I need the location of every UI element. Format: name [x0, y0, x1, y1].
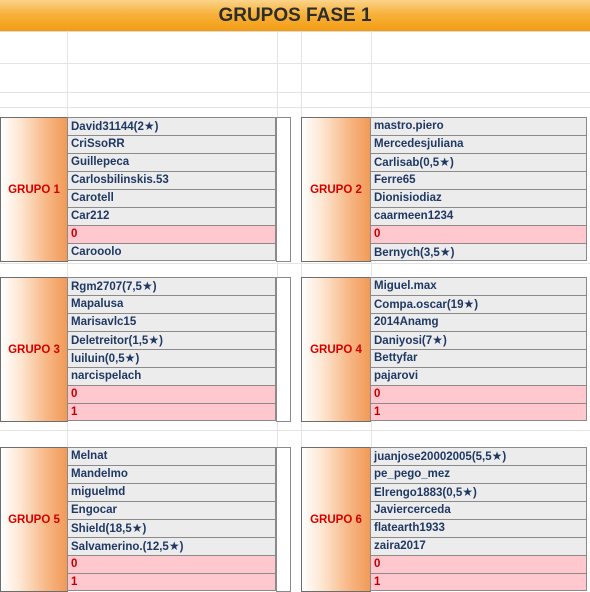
player-cell[interactable]: [67, 277, 276, 295]
player-score-tail: ): [179, 541, 184, 553]
player-cell[interactable]: [370, 367, 587, 385]
player-cell[interactable]: [67, 207, 276, 225]
player-name: Car212: [71, 210, 110, 222]
player-name: Miguel.max: [374, 280, 437, 292]
player-name: Carlosbilinskis.53: [71, 174, 169, 186]
player-name: 1: [71, 406, 78, 418]
star-icon: ★: [439, 155, 450, 169]
player-cell[interactable]: [67, 117, 276, 135]
player-cell[interactable]: [67, 447, 276, 465]
player-score-tail: ): [474, 299, 479, 311]
player-name: 1: [374, 576, 381, 588]
player-list: [67, 277, 276, 421]
player-name: Guillepeca: [71, 156, 130, 168]
player-name: Bernych(3,5: [374, 247, 440, 259]
group-label: GRUPO 5: [0, 447, 68, 592]
player-name: juanjose20002005(5,5: [374, 451, 492, 463]
star-icon: ★: [491, 449, 503, 463]
player-cell[interactable]: [67, 403, 276, 421]
player-cell[interactable]: [67, 313, 276, 331]
player-cell[interactable]: [370, 171, 587, 189]
player-cell[interactable]: [67, 331, 276, 349]
player-cell[interactable]: [67, 573, 276, 591]
player-list: [370, 117, 587, 261]
player-name: Engocar: [71, 504, 118, 516]
group-block-2: [301, 117, 588, 262]
player-cell[interactable]: [370, 537, 587, 555]
player-name: Melnat: [71, 450, 108, 462]
empty-column-cell[interactable]: [276, 447, 291, 592]
player-name: Deletreitor(1,5: [71, 335, 149, 347]
grid-hline: [0, 430, 590, 431]
player-cell[interactable]: [370, 483, 587, 501]
player-name: 0: [71, 388, 78, 400]
player-score-tail: ): [154, 121, 159, 133]
player-score-tail: ): [442, 335, 447, 347]
player-score-tail: ): [502, 451, 507, 463]
player-cell[interactable]: [67, 385, 276, 403]
player-name: Javiercerceda: [374, 504, 451, 516]
player-score-tail: ): [450, 247, 455, 259]
player-list: [67, 447, 276, 591]
player-score-tail: ): [449, 157, 454, 169]
sheet-title-banner: [0, 0, 590, 32]
player-cell[interactable]: [370, 573, 587, 591]
player-list: [370, 277, 587, 421]
player-name: Mapalusa: [71, 298, 124, 310]
player-score-tail: ): [472, 487, 477, 499]
player-name: Shield(18,5: [71, 523, 132, 535]
player-name: luiluin(0,5: [71, 353, 125, 365]
player-name: 0: [374, 388, 381, 400]
player-name: pe_pego_mez: [374, 468, 451, 480]
player-cell[interactable]: [370, 135, 587, 153]
player-name: Carooolo: [71, 246, 122, 258]
player-name: narcispelach: [71, 370, 142, 382]
player-score-tail: ): [142, 523, 147, 535]
star-icon: ★: [143, 119, 155, 133]
player-list: [370, 447, 587, 591]
player-cell[interactable]: [370, 295, 587, 313]
group-label: GRUPO 1: [0, 117, 68, 262]
player-name: Daniyosi(7: [374, 335, 433, 347]
player-name: 0: [71, 228, 78, 240]
player-name: Salvamerino.(12,5: [71, 541, 169, 553]
player-name: miguelmd: [71, 486, 126, 498]
player-cell[interactable]: [67, 465, 276, 483]
player-name: zaira2017: [374, 540, 426, 552]
grid-hline: [0, 107, 590, 108]
grid-hline: [0, 63, 590, 64]
player-name: Mercedesjuliana: [374, 138, 464, 150]
player-cell[interactable]: [67, 153, 276, 171]
player-cell[interactable]: [370, 465, 587, 483]
player-cell[interactable]: [370, 153, 587, 171]
player-cell[interactable]: [67, 189, 276, 207]
player-cell[interactable]: [370, 277, 587, 295]
player-cell[interactable]: [370, 331, 587, 349]
group-block-3: [0, 277, 292, 422]
player-cell[interactable]: [67, 537, 276, 555]
empty-column-cell[interactable]: [276, 277, 291, 422]
player-cell[interactable]: [67, 171, 276, 189]
player-name: CriSsoRR: [71, 138, 125, 150]
player-cell[interactable]: [370, 447, 587, 465]
group-block-6: [301, 447, 588, 592]
player-cell[interactable]: [370, 313, 587, 331]
player-cell[interactable]: [67, 295, 276, 313]
player-cell[interactable]: [67, 349, 276, 367]
player-cell[interactable]: [370, 207, 587, 225]
player-cell[interactable]: [67, 367, 276, 385]
star-icon: ★: [168, 539, 180, 553]
player-cell[interactable]: [370, 189, 587, 207]
star-icon: ★: [463, 297, 475, 311]
star-icon: ★: [462, 485, 473, 499]
player-cell[interactable]: [370, 385, 587, 403]
player-cell[interactable]: [370, 243, 587, 261]
player-cell[interactable]: [370, 519, 587, 537]
player-name: Mandelmo: [71, 468, 128, 480]
star-icon: ★: [124, 351, 136, 365]
player-name: Rgm2707(7,5: [71, 281, 142, 293]
player-cell[interactable]: [67, 483, 276, 501]
empty-column-cell[interactable]: [276, 117, 291, 262]
player-cell[interactable]: [370, 225, 587, 243]
group-block-5: [0, 447, 292, 592]
player-name: 0: [71, 558, 78, 570]
player-name: Carotell: [71, 192, 114, 204]
player-name: David31144(2: [71, 121, 144, 133]
player-name: Elrengo1883(0,5: [374, 487, 463, 499]
player-name: Compa.oscar(19: [374, 299, 464, 311]
player-score-tail: ): [135, 353, 140, 365]
grid-hline: [0, 263, 590, 264]
star-icon: ★: [131, 521, 143, 535]
player-cell[interactable]: [370, 403, 587, 421]
player-cell[interactable]: [67, 519, 276, 537]
player-cell[interactable]: [67, 225, 276, 243]
player-name: 0: [374, 558, 381, 570]
player-name: 0: [374, 228, 381, 240]
sheet-title: GRUPOS FASE 1: [218, 4, 372, 26]
group-label: GRUPO 3: [0, 277, 68, 422]
group-block-4: [301, 277, 588, 422]
player-cell[interactable]: [370, 555, 587, 573]
player-name: 1: [71, 576, 78, 588]
star-icon: ★: [439, 245, 451, 259]
star-icon: ★: [141, 279, 153, 293]
star-icon: ★: [148, 333, 160, 347]
player-name: flatearth1933: [374, 522, 445, 534]
player-name: Dionisiodiaz: [374, 192, 442, 204]
player-cell[interactable]: [370, 501, 587, 519]
player-list: [67, 117, 276, 261]
player-cell[interactable]: [67, 555, 276, 573]
player-name: Marisavlc15: [71, 316, 137, 328]
player-cell[interactable]: [370, 117, 587, 135]
player-name: caarmeen1234: [374, 210, 454, 222]
player-name: Bettyfar: [374, 352, 418, 364]
player-name: Ferre65: [374, 174, 416, 186]
player-cell[interactable]: [67, 243, 276, 261]
player-cell[interactable]: [370, 349, 587, 367]
group-block-1: [0, 117, 292, 262]
group-label: GRUPO 4: [301, 277, 371, 422]
player-score-tail: ): [159, 335, 163, 347]
player-name: 1: [374, 406, 381, 418]
player-cell[interactable]: [67, 135, 276, 153]
player-name: pajarovi: [374, 370, 419, 382]
player-score-tail: ): [152, 281, 157, 293]
player-name: mastro.piero: [374, 120, 444, 132]
player-cell[interactable]: [67, 501, 276, 519]
star-icon: ★: [432, 333, 443, 347]
group-label: GRUPO 2: [301, 117, 371, 262]
grid-hline: [0, 92, 590, 93]
player-name: Carlisab(0,5: [374, 157, 440, 169]
player-name: 2014Anamg: [374, 316, 439, 328]
group-label: GRUPO 6: [301, 447, 371, 592]
